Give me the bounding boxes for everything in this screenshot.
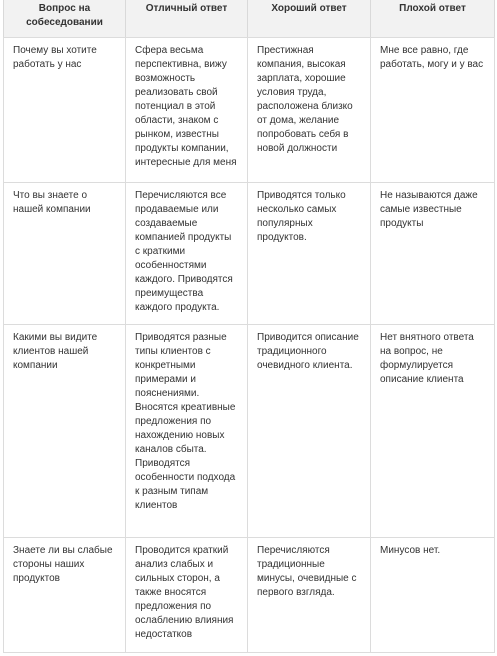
cell-text: Какими вы видите клиентов нашей компании [13, 331, 98, 371]
cell-text: Что вы знаете о нашей компании [13, 189, 91, 215]
cell-excellent-answer [126, 37, 248, 182]
cell-question [4, 537, 126, 652]
cell-text: Не называются даже самые известные продукты [380, 189, 478, 229]
cell-text: Престижная компания, высокая зарплата, хорошие условия труда, расположена близко от дома, желание попробовать себя в новой должности [257, 44, 353, 154]
header-bad-answer: Плохой ответ [371, 0, 495, 37]
cell-excellent-answer [126, 537, 248, 652]
cell-text: Перечисляются все продаваемые или создаваемые компанией продукты с краткими особенностями каждого. Приводятся преимущества каждого продукта. [135, 189, 233, 313]
cell-question [4, 37, 126, 182]
cell-question [4, 324, 126, 537]
cell-text: Приводятся только несколько самых популярных продуктов. [257, 189, 346, 243]
interview-answers-table [3, 0, 495, 653]
cell-text: Проводится краткий анализ слабых и сильных сторон, а также вносятся предложения по ослаблению влияния недостатков [135, 544, 234, 640]
table-row [4, 182, 495, 324]
cell-good-answer [248, 182, 371, 324]
table-row [4, 37, 495, 182]
header-good-answer: Хороший ответ [248, 0, 371, 37]
table-header-row [4, 0, 495, 37]
header-excellent-answer: Отличный ответ [126, 0, 248, 37]
header-question: Вопрос на собеседовании [4, 0, 126, 37]
cell-text: Сфера весьма перспективна, вижу возможность реализовать свой потенциал в этой области, знаком с рынком, известны продукты компании, интересные для меня [135, 44, 237, 168]
cell-text: Знаете ли вы слабые стороны наших продуктов [13, 544, 113, 584]
cell-bad-answer [371, 324, 495, 537]
cell-good-answer [248, 537, 371, 652]
cell-text: Мне все равно, где работать, могу и у вас [380, 44, 484, 70]
cell-bad-answer [371, 537, 495, 652]
cell-text: Минусов нет. [380, 544, 441, 556]
cell-text: Нет внятного ответа на вопрос, не формулируется описание клиента [380, 331, 474, 385]
cell-excellent-answer [126, 324, 248, 537]
cell-bad-answer [371, 182, 495, 324]
cell-text: Приводятся разные типы клиентов с конкретными примерами и пояснениями. Вносятся креативные предложения по нахождению новых каналов сбыта. Приводятся особенности подхода к разным типам клиентов [135, 331, 236, 511]
cell-text: Приводится описание традиционного очевидного клиента. [257, 331, 359, 371]
cell-text: Перечисляются традиционные минусы, очевидные с первого взгляда. [257, 544, 357, 598]
table-row [4, 324, 495, 537]
table-row [4, 537, 495, 652]
cell-good-answer [248, 37, 371, 182]
cell-excellent-answer [126, 182, 248, 324]
cell-question [4, 182, 126, 324]
cell-text: Почему вы хотите работать у нас [13, 44, 97, 70]
cell-good-answer [248, 324, 371, 537]
cell-bad-answer [371, 37, 495, 182]
